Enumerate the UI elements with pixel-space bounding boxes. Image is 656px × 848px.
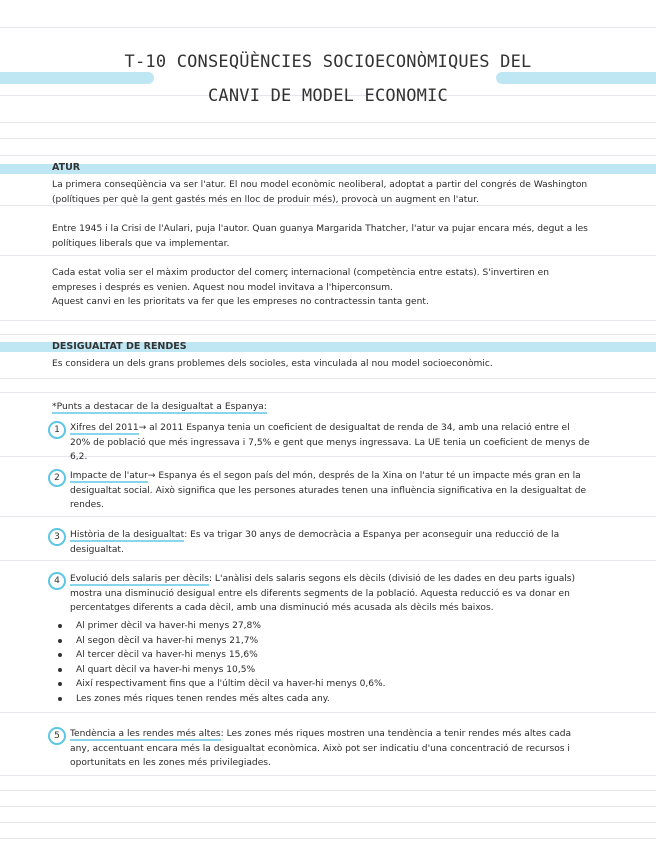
desigualtat-subheading: *Punts a destacar de la desigualtat a Espanya: (52, 401, 267, 412)
item-number-2: 2 (48, 469, 66, 487)
item-number-4: 4 (48, 572, 66, 590)
atur-paragraph-1: La primera conseqüència va ser l'atur. El nou model econòmic neoliberal, adoptat a partir del congrés de Washington (polítiques per què la gent gastés més en lloc de produir més), provocà un augment en l'atur. (52, 180, 588, 205)
item-3-text: : Es va trigar 30 anys de democràcia a Espanya per aconseguir una reducció de la desigualtat. (70, 530, 560, 555)
item-5 (70, 727, 590, 771)
page-title-line1: T-10 CONSEQÜÈNCIES SOCIOECONÒMIQUES DEL (124, 52, 532, 72)
list-item: Les zones més riques tenen rendes més altes cada any. (56, 692, 576, 707)
desigualtat-paragraph: Es considera un dels grans problemes dels socioles, esta vinculada al nou model socioeconòmic. (52, 359, 493, 369)
title-band-left (0, 72, 154, 84)
item-2-text: → Espanya és el segon país del món, després de la Xina on l'atur té un impacte més gran en la desigualtat social. Això significa que les persones aturades tenen una influència significativa en la desigualtat de rendes. (70, 471, 587, 510)
atur-heading-highlight (0, 164, 656, 174)
item-1-text: → al 2011 Espanya tenia un coeficient de desigualtat de renda de 34, amb una relació entre el 20% de població que més ingressava i 7,5% e gent que menys ingressava. La UE tenia un coeficient de menys de 6,2. (70, 423, 590, 462)
atur-paragraph-4: Aquest canvi en les prioritats va fer que les empreses no contractessin tanta gent. (52, 297, 429, 307)
item-2-lead: Impacte de l'atur (70, 471, 148, 481)
atur-paragraph-2: Entre 1945 i la Crisi de l'Aulari, puja l'autor. Quan guanya Margarida Thatcher, l'atur va pujar encara més, degut a les polítiques liberals que va implementar. (52, 224, 588, 249)
list-item: Al quart dècil va haver-hi menys 10,5% (56, 663, 576, 678)
desigualtat-heading: DESIGUALTAT DE RENDES (52, 341, 187, 352)
item-4 (70, 572, 590, 616)
title-band-right (496, 72, 656, 84)
list-item: Al primer dècil va haver-hi menys 27,8% (56, 619, 576, 634)
item-4-lead: Evolució dels salaris per dècils (70, 574, 209, 584)
item-number-1: 1 (48, 421, 66, 439)
list-item: Al segon dècil va haver-hi menys 21,7% (56, 634, 576, 649)
decil-bullet-list (56, 619, 576, 706)
item-3 (70, 528, 590, 557)
item-number-3: 3 (48, 528, 66, 546)
item-3-lead: Història de la desigualtat (70, 530, 185, 540)
atur-paragraph-3: Cada estat volia ser el màxim productor del comerç internacional (competència entre estats). S'invertiren en empreses i després es venien. Aquest nou model invitava a l'hiperconsum. (52, 268, 550, 293)
list-item: Al tercer dècil va haver-hi menys 15,6% (56, 648, 576, 663)
item-1 (70, 421, 590, 465)
item-1-lead: Xifres del 2011 (70, 423, 139, 433)
item-4-text: : L'anàlisi dels salaris segons els dècils (divisió de les dades en deu parts iguals) mostra una disminució desigual entre els diferents segments de la població. Aquesta reducció es va donar en percentatges diferents a cada dècil, amb una disminució més acusada als dècils més baixos. (70, 574, 576, 613)
page-title-line2: CANVI DE MODEL ECONOMIC (207, 86, 448, 106)
atur-heading: ATUR (52, 162, 81, 173)
item-2 (70, 469, 590, 513)
list-item: Així respectivament fins que a l'últim dècil va haver-hi menys 0,6%. (56, 677, 576, 692)
item-5-text: : Les zones més riques mostren una tendència a tenir rendes més altes cada any, accentuant encara més la desigualtat econòmica. Això pot ser indicatiu d'una concentració de recursos i oportunitats en les zones més privilegiades. (70, 729, 572, 768)
item-number-5: 5 (48, 727, 66, 745)
item-5-lead: Tendència a les rendes més altes (70, 729, 221, 739)
